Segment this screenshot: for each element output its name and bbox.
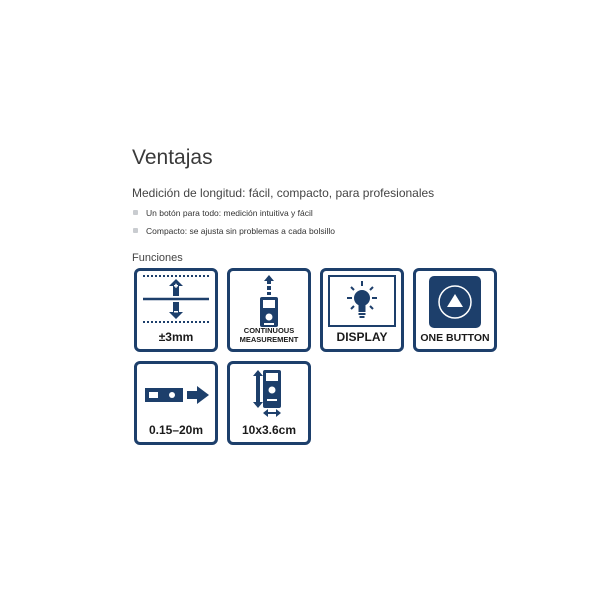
feature-tile-display <box>320 268 404 352</box>
section-subtitle: Medición de longitud: fácil, compacto, para profesionales <box>132 186 435 200</box>
list-item <box>132 222 532 240</box>
bullet-icon <box>133 228 138 233</box>
feature-tile-range <box>134 361 218 445</box>
feature-tile-continuous <box>227 268 311 352</box>
list-item-text: Compacto: se ajusta sin problemas a cada bolsillo <box>146 226 335 236</box>
feature-tile-one-button <box>413 268 497 352</box>
tile-label: DISPLAY <box>336 330 388 344</box>
list-item <box>132 204 532 222</box>
feature-icons-grid <box>134 268 504 454</box>
advantages-list <box>132 204 532 240</box>
tile-label: ONE BUTTON <box>420 332 490 344</box>
tile-label: 10x3.6cm <box>241 423 297 437</box>
tile-label: 0.15–20m <box>148 423 204 437</box>
list-item-text: Un botón para todo: medición intuitiva y fácil <box>146 208 313 218</box>
tile-label: ±3mm <box>158 330 194 344</box>
bullet-icon <box>133 210 138 215</box>
feature-tile-size <box>227 361 311 445</box>
feature-tile-accuracy <box>134 268 218 352</box>
tile-label-line2: MEASUREMENT <box>239 335 299 344</box>
ventajas-section <box>132 144 532 266</box>
section-title: Ventajas <box>132 146 213 169</box>
tile-label-line1: CONTINUOUS <box>243 326 295 335</box>
functions-heading: Funciones <box>132 252 183 264</box>
